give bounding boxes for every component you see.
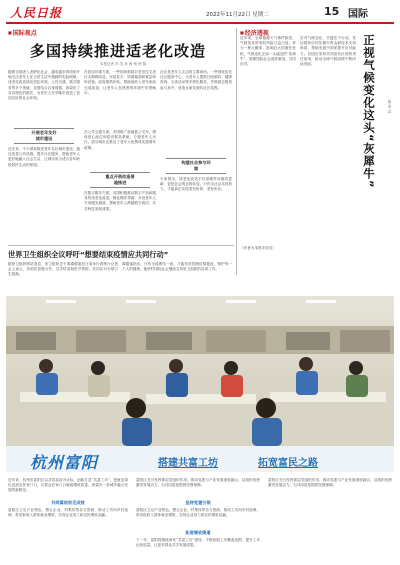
banner-slogan-2: 拓宽富民之路	[258, 458, 318, 469]
page-number: 15	[324, 5, 340, 18]
masthead-rule	[6, 22, 394, 24]
column-divider	[236, 28, 237, 275]
subhead: 境	[193, 166, 199, 171]
masthead	[6, 4, 394, 20]
subhead: 遍推进	[113, 180, 127, 185]
byline: 本报记者 冯 雪 孙 海 杨 秋 陈	[100, 62, 147, 66]
article-paragraph: 近年来，杭州市富阳区以共同富裕为目标，创新打造“共富工坊”，把就业岗位送到农民家门口，让群众在家门口就能增收致富，探索出一条城乡融合发展的新路径。	[8, 478, 128, 493]
article-paragraph: 在居住环境方面，一些国家鼓励对老旧住宅进行无障碍改造，安装扶手、防滑地面和紧急呼叫设备。政府提供补贴，帮助低收入老年家庭完成改造，让老年人在熟悉的环境中安度晚年。	[84, 70, 156, 95]
article-paragraph: 富阳区立足产业特色，整合企业、村集体等各方资源，推动工坊向乡村延伸，带动低收入群体就业增收，实现企业用工和农民增收双赢。	[8, 508, 128, 518]
newspaper-logo: 人民日报	[10, 6, 63, 20]
headline-aging-renovation: 多国持续推进适老化改造	[30, 42, 207, 60]
article-paragraph: 应对气候变化，关键在于行动。发达国家应切实履行资金和技术支持承诺，帮助发展中国家提升应对能力。各国应坚持共同但有区别的责任原则，推动全球气候治理不断向前发展。	[300, 36, 356, 67]
subhead: 拓宽增收渠道	[185, 530, 211, 535]
article-paragraph: 专家指出，适老化改造不仅是硬件设施的更新，更是社会观念的转变。只有全社会共同努力，才能真正实现老有所养、老有所乐。	[160, 177, 232, 192]
article-paragraph: 富阳区立足产业特色，整合企业、村集体等各方资源，推动工坊向乡村延伸，带动低收入群体就业增收，实现企业用工和农民增收双赢。	[136, 508, 260, 518]
subhead: 开展老年友好	[31, 130, 57, 135]
article-paragraph: 在公共交通方面，多国推广低地板公交车，增设爱心座位和语音报站系统，方便老年人出行。部分城市还推出了老年人免费或优惠乘车政策。	[84, 130, 156, 150]
article-paragraph: 富阳区充分发挥基层党组织作用，推动党建与产业发展深度融合，以组织优势激发发展活力，为共同富裕提供坚强保障。	[136, 478, 260, 488]
banner-city: 杭州富阳	[30, 453, 99, 472]
subhead-rule	[166, 173, 226, 174]
dateline: 2022年11月22日 星期二	[206, 12, 269, 18]
section-tag-economic-view: ■ 经济透视	[240, 28, 269, 37]
article-paragraph: 近年来，全球极端天气事件频发，气候变化带来的风险日益凸显。作为一种大概率、影响巨大的潜在危机，气候变化正如一头逼近的“灰犀牛”，需要国际社会高度重视、共同应对。	[240, 36, 296, 67]
article-paragraph: 据世卫组织网站消息，世卫组织总干事谭德塞在日前举行的例行记者会上表示，各国应加强合作，共享疫苗和医疗资源，共同应对全球卫生挑战。	[8, 262, 118, 277]
article-paragraph: 在数字服务方面，各国积极推动数字产品和服务的适老化改造，简化操作界面，开设老年人专用服务通道，帮助老年人跨越数字鸿沟，共享科技发展成果。	[84, 191, 156, 211]
subhead-rule	[166, 158, 226, 159]
subhead-rule	[90, 172, 150, 173]
workshop-photo-graphic	[6, 296, 394, 446]
section-name: 国际	[348, 9, 368, 20]
subhead: 构建社会参与环	[181, 160, 211, 165]
article-paragraph: 社区是老年人生活的主要场所。一些国家依托社区服务中心，为老年人提供日间照料、健康咨询、文体活动等多样化服务，并鼓励志愿者参与其中，营造互助友爱的社区氛围。	[160, 70, 232, 90]
subhead-rule	[14, 143, 74, 144]
subhead: 共同富裕初见成效	[51, 500, 85, 505]
workshop-photo	[6, 296, 394, 446]
byline: 陈 浩 远	[388, 100, 392, 113]
article-paragraph: 谭德塞指出，只有全球团结一致，才能有效控制疫情蔓延，保护每一个人的健康。他呼吁国际社会继续支持世卫组织的各项工作。	[122, 262, 232, 272]
article-paragraph: 富阳区充分发挥基层党组织作用，推动党建与产业发展深度融合，以组织优势激发发展活力，为共同富裕提供坚强保障。	[268, 478, 392, 488]
headline-climate-grey-rhino: 正视气候变化这头“灰犀牛”	[362, 34, 376, 189]
section-tag-international-view: ■ 国际视点	[8, 28, 37, 37]
article-paragraph: 随着全球进入老龄化社会，越来越多的国家开始关注老年人在日常生活中遇到的实际困难。适老化改造涉及居住环境、公共交通、数字服务等多个领域，各国结合自身国情，探索出了各具特色的做法，为老年人安享晚年创造了更加友好的社会环境。	[8, 70, 80, 101]
headline-who-appeal: 世界卫生组织全议呼吁“想要结束疫情应共同行动”	[8, 250, 169, 259]
subhead: 重点开展改造普	[105, 174, 135, 179]
article-paragraph: （作者为本报评论员）	[240, 246, 276, 250]
subhead-rule	[90, 187, 150, 188]
subhead: 坚持党建引领	[185, 500, 211, 505]
article-paragraph: 下一步，富阳将继续深化“共富工坊”建设，不断拓展工坊覆盖范围，提升工坊运营质量，让更多群众共享发展成果。	[136, 538, 260, 548]
subhead-rule	[14, 128, 74, 129]
article-paragraph: 近年来，不少国家推进老年友好城市建设，通过改善公共设施、提升社区服务，帮助老年人更好地融入社会生活，让城市成为适合各年龄段居民生活的家园。	[8, 147, 80, 167]
subhead: 城市建设	[35, 136, 53, 141]
section-divider	[8, 245, 234, 246]
banner-slogan-1: 搭建共富工坊	[158, 458, 218, 469]
